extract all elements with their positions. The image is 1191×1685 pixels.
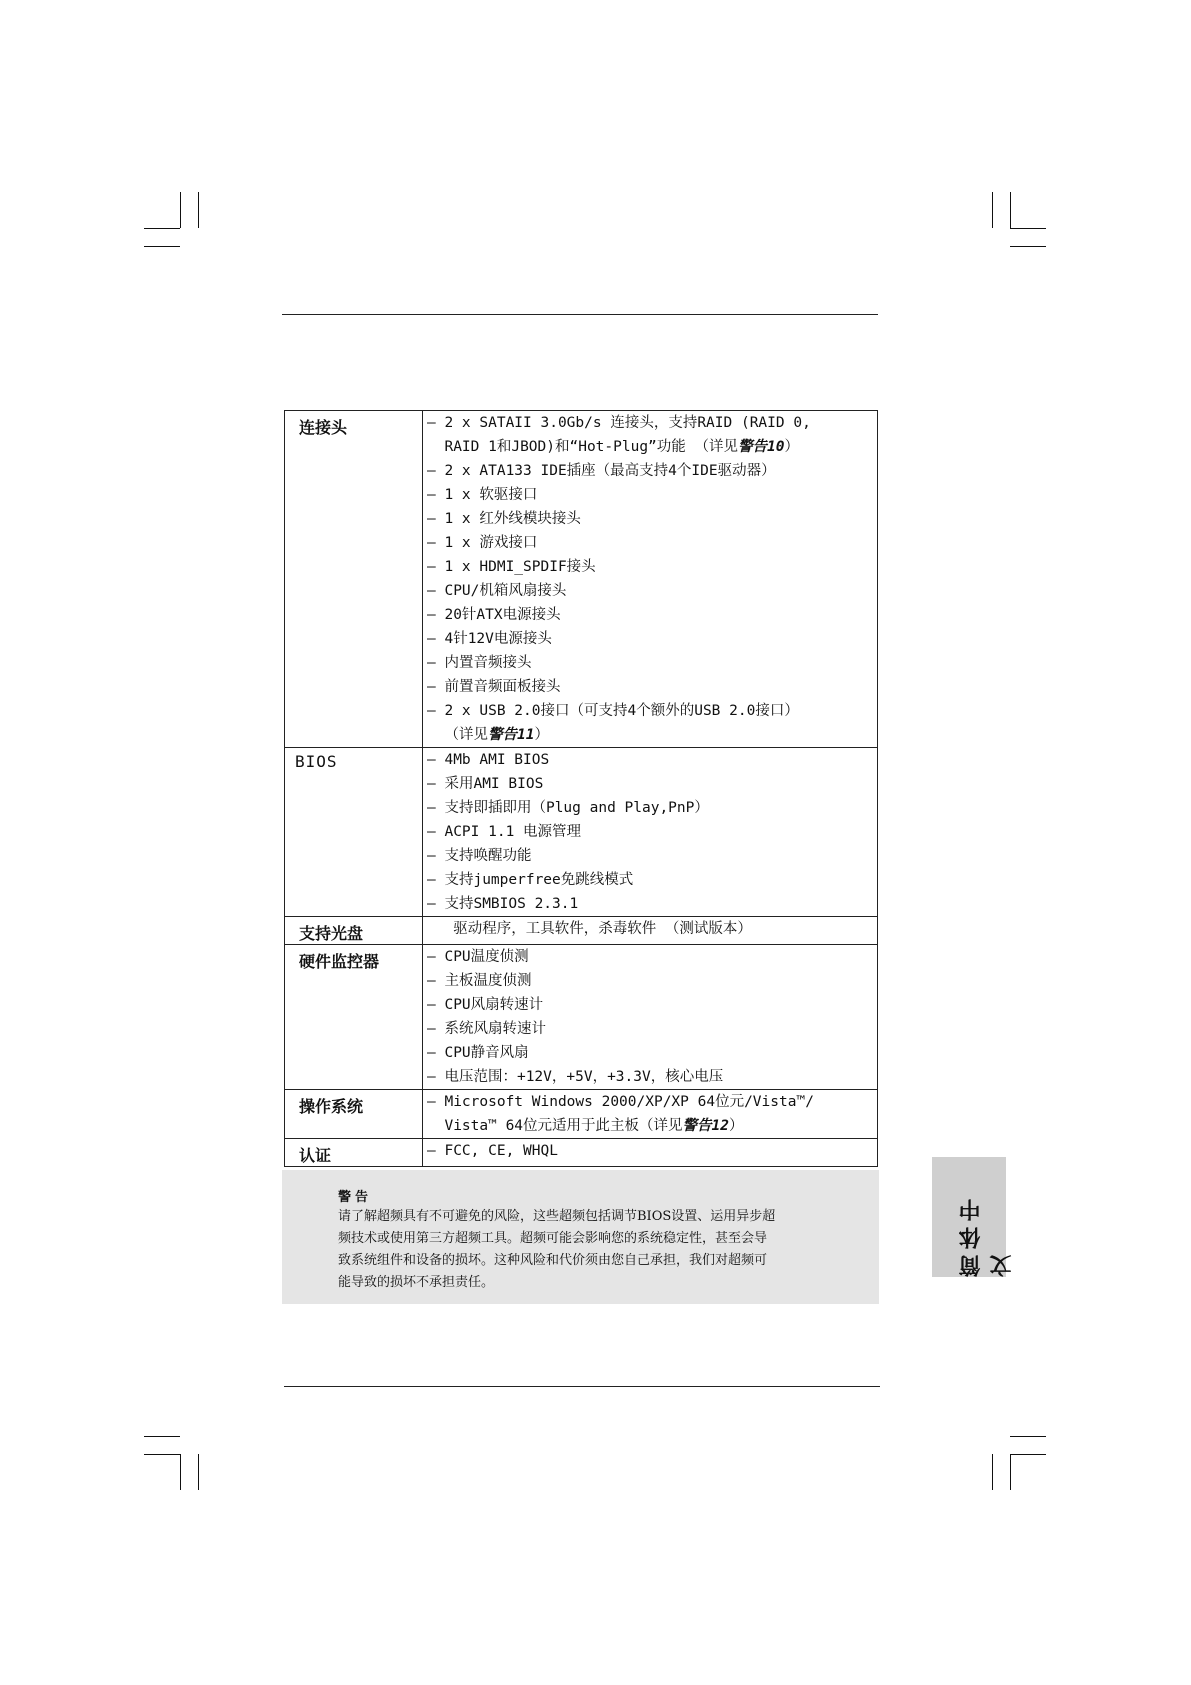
spec-row: [285, 917, 878, 945]
spec-text: （详见: [427, 727, 488, 743]
spec-row: [285, 1090, 878, 1139]
warning-line: 致系统组件和设备的损坏。这种风险和代价须由您自己承担，我们对超频可: [338, 1253, 768, 1268]
crop-mark-top-right-v: [992, 192, 993, 228]
spec-content: [423, 1090, 878, 1139]
spec-label: 认证: [285, 1139, 423, 1167]
spec-text: ）: [534, 727, 549, 743]
spec-line: [427, 969, 877, 993]
spec-text: — 支持即插即用（Plug and Play,PnP）: [427, 800, 709, 816]
spec-table: [284, 410, 878, 1167]
spec-line: [427, 772, 877, 796]
warning-line: 能导致的损坏不承担责任。: [338, 1275, 495, 1290]
spec-content: [423, 917, 878, 945]
spec-text: — 1 x 软驱接口: [427, 487, 538, 503]
warning-line: 频技术或使用第三方超频工具。超频可能会影响您的系统稳定性，甚至会导: [338, 1231, 768, 1246]
spec-line: [427, 868, 877, 892]
spec-text: RAID 1和JBOD)和“Hot-Plug”功能 （详见: [427, 439, 739, 455]
spec-line: [427, 1090, 877, 1114]
spec-text: — CPU/机箱风扇接头: [427, 583, 567, 599]
warning-reference: 警告12: [682, 1118, 729, 1134]
spec-line: [427, 579, 877, 603]
crop-mark-bottom-right-v2: [1010, 1454, 1011, 1490]
warning-box: [282, 1170, 879, 1304]
spec-line: [427, 531, 877, 555]
spec-text: — 支持唤醒功能: [427, 848, 532, 864]
spec-row: [285, 411, 878, 748]
spec-line: [427, 1139, 877, 1163]
spec-text: — CPU温度侦测: [427, 949, 529, 965]
spec-row: [285, 748, 878, 917]
spec-row: [285, 1139, 878, 1167]
spec-line: [427, 699, 877, 723]
spec-text: — 4针12V电源接头: [427, 631, 552, 647]
spec-text: — 2 x USB 2.0接口（可支持4个额外的USB 2.0接口）: [427, 703, 799, 719]
spec-content: [423, 945, 878, 1090]
crop-mark-bottom-left-h2: [144, 1454, 180, 1455]
spec-label: 硬件监控器: [285, 945, 423, 1090]
spec-text: — 4Mb AMI BIOS: [427, 752, 550, 768]
spec-line: [427, 917, 877, 941]
spec-text: ）: [784, 439, 799, 455]
spec-content: [423, 1139, 878, 1167]
spec-line: [427, 603, 877, 627]
spec-text: — 系统风扇转速计: [427, 1021, 546, 1037]
spec-text: — 2 x ATA133 IDE插座（最高支持4个IDE驱动器）: [427, 463, 776, 479]
spec-line: [427, 844, 877, 868]
spec-line: [427, 1114, 877, 1138]
spec-text: — 1 x 红外线模块接头: [427, 511, 581, 527]
header-rule: [282, 314, 878, 315]
spec-label: 操作系统: [285, 1090, 423, 1139]
crop-mark-bottom-right-h2: [1010, 1454, 1046, 1455]
spec-line: [427, 820, 877, 844]
spec-line: [427, 435, 877, 459]
spec-text: — 1 x 游戏接口: [427, 535, 538, 551]
spec-line: [427, 651, 877, 675]
crop-mark-top-right-h2: [1010, 246, 1046, 247]
spec-text: — ACPI 1.1 电源管理: [427, 824, 582, 840]
spec-label: BIOS: [285, 748, 423, 917]
language-tab-label: 简体中文: [959, 1193, 1015, 1277]
spec-line: [427, 483, 877, 507]
warning-title: 警告: [338, 1190, 373, 1205]
crop-mark-top-left-h2: [144, 246, 180, 247]
warning-line: 请了解超频具有不可避免的风险，这些超频包括调节BIOS设置、运用异步超: [338, 1209, 776, 1224]
spec-label: 连接头: [285, 411, 423, 748]
spec-line: [427, 723, 877, 747]
spec-text: — 内置音频接头: [427, 655, 532, 671]
spec-label: 支持光盘: [285, 917, 423, 945]
spec-text: — 20针ATX电源接头: [427, 607, 561, 623]
spec-content: [423, 748, 878, 917]
spec-line: [427, 993, 877, 1017]
crop-mark-bottom-left-v: [180, 1454, 181, 1490]
spec-row: [285, 945, 878, 1090]
spec-line: [427, 675, 877, 699]
crop-mark-bottom-right-h: [1010, 1436, 1046, 1437]
spec-line: [427, 796, 877, 820]
spec-text: — CPU风扇转速计: [427, 997, 544, 1013]
crop-mark-top-right-h: [1010, 228, 1046, 229]
spec-line: [427, 507, 877, 531]
crop-mark-bottom-left-h: [144, 1436, 180, 1437]
spec-content: [423, 411, 878, 748]
crop-mark-top-left-h: [144, 228, 180, 229]
language-tab: [932, 1157, 1015, 1277]
spec-text: — 支持jumperfree免跳线模式: [427, 872, 634, 888]
spec-text: — 电压范围：+12V，+5V，+3.3V，核心电压: [427, 1069, 724, 1085]
spec-line: [427, 555, 877, 579]
spec-line: [427, 892, 877, 916]
spec-text: — Microsoft Windows 2000/XP/XP 64位元/Vista™/: [427, 1094, 814, 1110]
spec-line: [427, 748, 877, 772]
spec-line: [427, 1041, 877, 1065]
spec-text: — 2 x SATAII 3.0Gb/s 连接头，支持RAID (RAID 0,: [427, 415, 811, 431]
spec-line: [427, 1065, 877, 1089]
spec-text: — 采用AMI BIOS: [427, 776, 544, 792]
spec-line: [427, 1017, 877, 1041]
warning-reference: 警告11: [487, 727, 535, 743]
spec-text: — 1 x HDMI_SPDIF接头: [427, 559, 596, 575]
spec-line: [427, 459, 877, 483]
spec-text: — 主板温度侦测: [427, 973, 532, 989]
spec-text: — 前置音频面板接头: [427, 679, 561, 695]
crop-mark-top-left-v2: [198, 192, 199, 228]
spec-text: Vista™ 64位元适用于此主板（详见: [427, 1118, 683, 1134]
spec-line: [427, 411, 877, 435]
spec-text: — 支持SMBIOS 2.3.1: [427, 896, 579, 912]
spec-text: 驱动程序，工具软件，杀毒软件 （测试版本）: [427, 921, 752, 937]
footer-rule: [284, 1386, 880, 1387]
crop-mark-bottom-right-v: [992, 1454, 993, 1490]
spec-text: — CPU静音风扇: [427, 1045, 529, 1061]
spec-text: ）: [729, 1118, 744, 1134]
warning-reference: 警告10: [738, 439, 785, 455]
crop-mark-top-left-v: [180, 192, 181, 228]
warning-body: [338, 1206, 818, 1294]
crop-mark-bottom-left-v2: [198, 1454, 199, 1490]
crop-mark-top-right-v2: [1010, 192, 1011, 228]
spec-line: [427, 627, 877, 651]
spec-text: — FCC, CE, WHQL: [427, 1143, 558, 1159]
spec-line: [427, 945, 877, 969]
